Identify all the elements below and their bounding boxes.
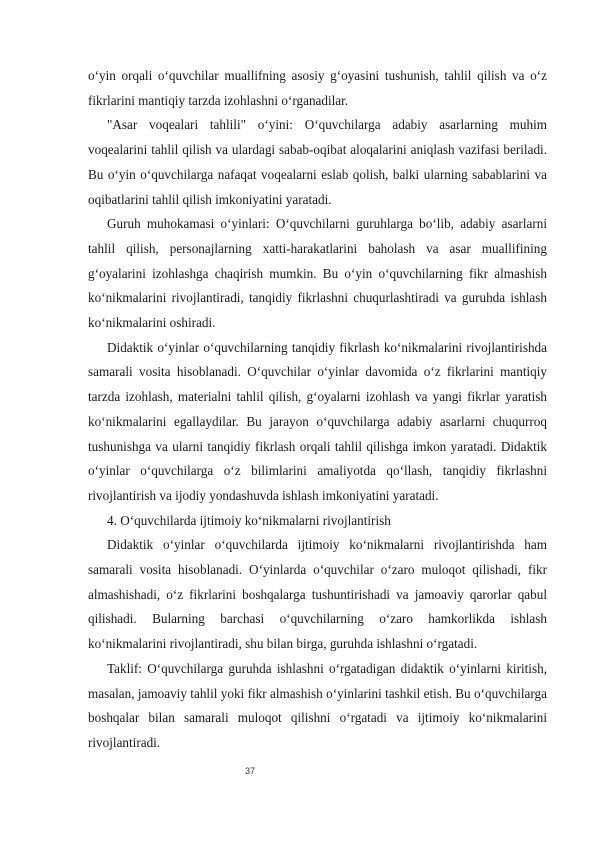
paragraph-guruh-muhokamasi: Guruh muhokamasi o‘yinlari: O‘quvchilarni guruhlarga bo‘lib, adabiy asarlarni tahlil qilish, personajlarning xatti-harakatlarini baholash va asar muallifining g‘oyalarini izohlashga chaqirish mumkin. Bu o‘yin o‘quvchilarning fikr almashish ko‘nikmalarini rivojlantiradi, tanqidiy fikrlashni chuqurlashtiradi va guruhda ishlash ko‘nikmalarini oshiradi. (88, 216, 547, 331)
page-number: 37 (245, 766, 256, 776)
paragraph-taklif: Taklif: O‘quvchilarga guruhda ishlashni o‘rgatadigan didaktik o‘yinlarni kiritish, masalan, jamoaviy tahlil yoki fikr almashish o‘yinlarini tashkil etish. Bu o‘quvchilarga boshqalar bilan samarali muloqot qilishni o‘rgatadi va ijtimoiy ko‘nikmalarini rivojlantiradi. (88, 660, 547, 750)
paragraph-asar-voqealari: "Asar voqealari tahlili" o‘yini: O‘quvchilarga adabiy asarlarning muhim voqealarini tahlil qilish va ulardagi sabab-oqibat aloqalarini aniqlash vazifasi beriladi. Bu o‘yin o‘quvchilarga nafaqat voqealarni eslab qolish, balki ularning sabablarini va oqibatlarini tahlil qilish imkoniyatini yaratadi. (88, 117, 547, 207)
paragraph-didaktik-oyinlar: Didaktik o‘yinlar o‘quvchilarning tanqidiy fikrlash ko‘nikmalarini rivojlantirishda samarali vosita hisoblanadi. O‘quvchilar o‘yinlar davomida o‘z fikrlarini mantiqiy tarzda izohlash, materialni tahlil qilish, g‘oyalarni izohlash va yangi fikrlar yaratish ko‘nikmalarini egallaydilar. Bu jarayon o‘quvchilarga adabiy asarlarni chuqurroq tushunishga va ularni tanqidiy fikrlash orqali tahlil qilishga imkon yaratadi. Didaktik o‘yinlar o‘quvchilarga o‘z bilimlarini amaliyotda qo‘llash, tanqidiy fikrlashni rivojlantirish va ijodiy yondashuvda ishlash imkoniyatini yaratadi. (88, 339, 547, 503)
section-heading: 4. O‘quvchilarda ijtimoiy ko‘nikmalarni rivojlantirish (107, 512, 391, 528)
paragraph-ijtimoiy: Didaktik o‘yinlar o‘quvchilarda ijtimoiy ko‘nikmalarni rivojlantirishda ham samarali vosita hisoblanadi. O‘yinlarda o‘quvchilar o‘zaro muloqot qilishadi, fikr almashishadi, o‘z fikrlarini boshqalarga tushuntirishadi va jamoaviy qarorlar qabul qilishadi. Bularning barchasi o‘quvchilarning o‘zaro hamkorlikda ishlash ko‘nikmalarini rivojlantiradi, shu bilan birga, guruhda ishlashni o‘rgatadi. (88, 537, 547, 652)
page-body (88, 64, 547, 756)
paragraph-continuation: o‘yin orqali o‘quvchilar muallifning asosiy g‘oyasini tushunish, tahlil qilish va o‘z fikrlarini mantiqiy tarzda izohlashni o‘rganadilar. (88, 68, 547, 108)
